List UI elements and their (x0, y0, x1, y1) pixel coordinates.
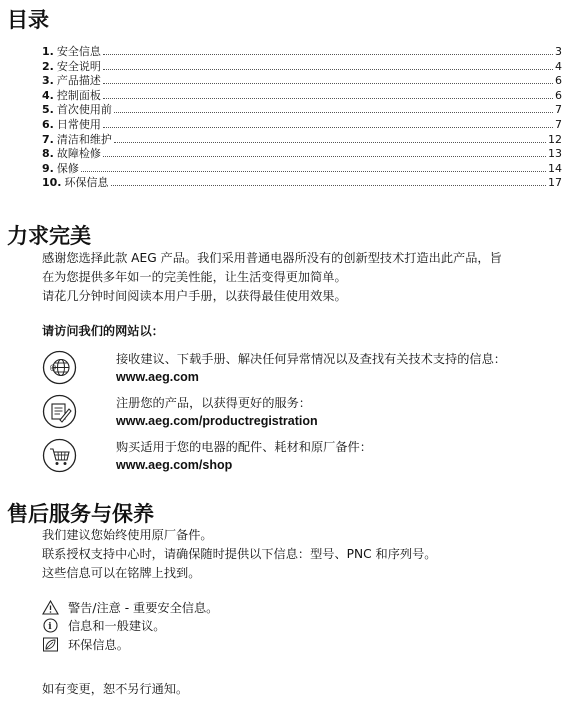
toc-item-page: 6 (555, 74, 562, 88)
toc-item[interactable] (42, 89, 562, 104)
legend-row-info (42, 617, 218, 636)
toc-item-page: 7 (555, 103, 562, 117)
toc-item[interactable] (42, 118, 562, 133)
warning-icon (42, 600, 59, 615)
toc-item-page: 14 (548, 161, 562, 175)
toc-item-page: 4 (555, 59, 562, 73)
toc-item-number: 3. (42, 74, 54, 88)
toc-item-title: 环保信息 (64, 176, 109, 190)
toc-item[interactable] (42, 45, 562, 60)
info-icon (42, 618, 59, 633)
toc-item-page: 6 (555, 88, 562, 102)
toc-item-title: 控制面板 (56, 88, 101, 102)
toc-item[interactable] (42, 133, 562, 148)
intro-line-3: 请花几分钟时间阅读本用户手册，以获得最佳使用效果。 (42, 289, 347, 303)
legend-row-environment (42, 635, 218, 654)
site-row-shop (42, 438, 567, 478)
legend-text-warning: 警告/注意 - 重要安全信息。 (68, 600, 219, 615)
table-of-contents (42, 45, 562, 191)
site-row-registration (42, 394, 567, 434)
service-line-3: 这些信息可以在铭牌上找到。 (42, 566, 201, 580)
toc-item[interactable] (42, 176, 562, 191)
toc-item-title: 保修 (56, 161, 79, 175)
toc-item-number: 9. (42, 161, 54, 175)
toc-item-title: 首次使用前 (56, 103, 112, 117)
toc-heading: 目录 (7, 7, 49, 32)
toc-item[interactable] (42, 60, 562, 75)
site-desc-registration: 注册您的产品，以获得更好的服务： (116, 396, 311, 410)
intro-text (42, 249, 564, 306)
registration-icon (42, 394, 77, 429)
toc-item-number: 6. (42, 117, 54, 131)
toc-item-title: 安全信息 (56, 45, 101, 58)
toc-item-title: 清洁和维护 (56, 132, 112, 146)
toc-leader-dots (103, 53, 553, 55)
best-heading: 力求完美 (7, 223, 91, 248)
toc-item[interactable] (42, 147, 562, 162)
toc-item[interactable] (42, 74, 562, 89)
intro-line-2: 在为您提供多年如一的完美性能，让生活变得更加简单。 (42, 270, 347, 284)
legend-text-info: 信息和一般建议。 (68, 619, 166, 634)
svg-text:@: @ (49, 364, 57, 372)
toc-item-title: 安全说明 (56, 59, 101, 73)
toc-leader-dots (103, 68, 553, 70)
toc-leader-dots (103, 126, 553, 128)
toc-leader-dots (103, 97, 553, 99)
toc-item-page: 12 (548, 132, 562, 146)
toc-leader-dots (81, 170, 546, 172)
legend-text-environment: 环保信息。 (68, 637, 129, 652)
legend-row-warning (42, 598, 218, 617)
visit-label: 请访问我们的网站以： (42, 324, 164, 338)
intro-line-1: 感谢您选择此款 AEG 产品。我们采用普通电器所没有的创新型技术打造出此产品，旨 (42, 251, 502, 265)
site-url-shop[interactable]: www.aeg.com/shop (116, 458, 233, 472)
toc-item-page: 17 (548, 176, 562, 190)
site-url-registration[interactable]: www.aeg.com/productregistration (116, 414, 318, 428)
symbol-legend (42, 598, 218, 654)
site-desc-shop: 购买适用于您的电器的配件、耗材和原厂备件： (116, 440, 372, 454)
toc-leader-dots (114, 141, 546, 143)
service-line-1: 我们建议您始终使用原厂备件。 (42, 528, 213, 542)
site-desc-support: 接收建议、下载手册、解决任何异常情况以及查找有关技术支持的信息： (116, 352, 506, 366)
service-line-2: 联系授权支持中心时，请确保随时提供以下信息：型号、PNC 和序列号。 (42, 547, 437, 561)
toc-item-number: 4. (42, 88, 54, 102)
toc-item-number: 8. (42, 147, 54, 161)
svg-text:i: i (48, 622, 52, 633)
toc-item-number: 7. (42, 132, 54, 146)
toc-item-title: 故障检修 (56, 147, 101, 161)
site-url-support[interactable]: www.aeg.com (116, 370, 199, 384)
service-heading: 售后服务与保养 (7, 501, 154, 526)
toc-item-number: 10. (42, 176, 62, 190)
service-text (42, 526, 436, 583)
leaf-icon (42, 637, 59, 652)
toc-leader-dots (114, 111, 553, 113)
toc-item-page: 7 (555, 117, 562, 131)
toc-item[interactable] (42, 103, 562, 118)
toc-item-page: 3 (555, 45, 562, 58)
toc-item-title: 日常使用 (56, 117, 101, 131)
site-row-support (42, 350, 567, 390)
toc-item-number: 5. (42, 103, 54, 117)
toc-item-title: 产品描述 (56, 74, 101, 88)
toc-leader-dots (111, 184, 547, 186)
toc-leader-dots (103, 155, 546, 157)
toc-leader-dots (103, 82, 553, 84)
change-notice: 如有变更，恕不另行通知。 (42, 682, 189, 696)
toc-item-number: 1. (42, 45, 54, 58)
toc-item-page: 13 (548, 147, 562, 161)
toc-item-number: 2. (42, 59, 54, 73)
shopping-cart-icon (42, 438, 77, 473)
toc-item[interactable] (42, 162, 562, 177)
globe-icon (42, 350, 77, 385)
